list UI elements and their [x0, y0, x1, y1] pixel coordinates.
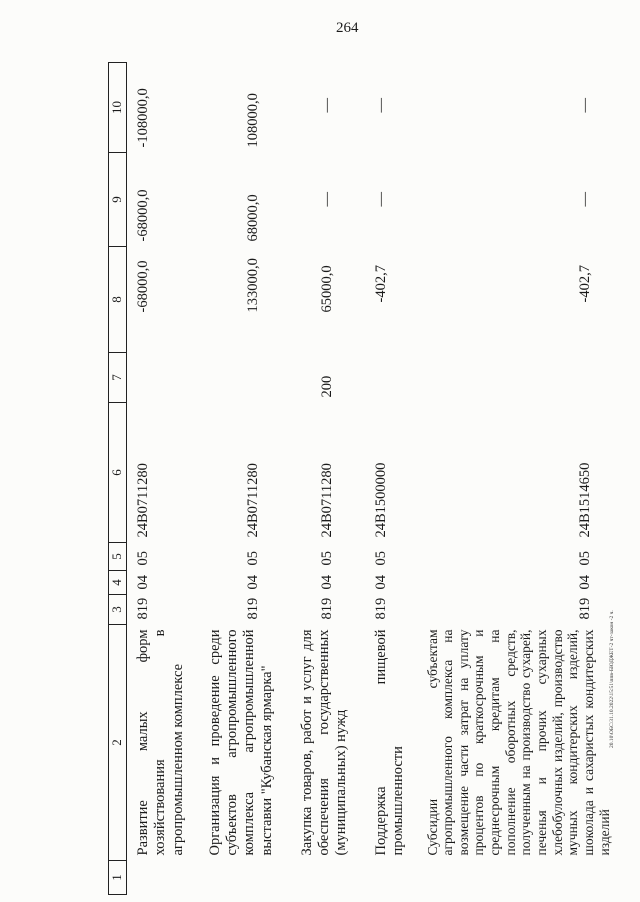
row-ministry-code: 819	[318, 597, 335, 620]
row-amount-col10: —	[372, 98, 389, 113]
row-ministry-code: 819	[244, 597, 261, 620]
header-col-4: 4	[109, 571, 127, 595]
row-ministry-code: 819	[135, 597, 151, 620]
table-row	[291, 63, 365, 895]
table-row	[417, 63, 615, 895]
table-header-row	[109, 63, 127, 895]
row-subsection-code: 05	[318, 551, 335, 566]
header-col-6: 6	[109, 403, 127, 543]
row-expense-type: 200	[318, 375, 335, 398]
page-number: 264	[336, 20, 359, 36]
header-col-2: 2	[109, 625, 127, 861]
header-col-7: 7	[109, 353, 127, 403]
footer-note: 20.10\ОБС\31.10.2022\15:51\ппв-БЮДЖЕТ-2 чт-закон -2 ч.	[609, 610, 615, 748]
table-row	[127, 63, 199, 895]
header-col-8: 8	[109, 247, 127, 353]
row-subsection-code: 05	[576, 551, 593, 566]
row-ministry-code: 819	[576, 597, 593, 620]
row-section-code: 04	[372, 575, 389, 590]
row-name: Организация и проведение среди субъектов агропромышленного комплекса агропромышленной выставки "Кубанская ярмарка"	[206, 629, 275, 856]
row-expense-type	[127, 353, 199, 403]
row-amount-col10: 108000,0	[244, 93, 261, 148]
row-amount-col8: -402,7	[576, 265, 593, 303]
row-section-code: 04	[576, 575, 593, 590]
row-expense-type	[199, 353, 291, 403]
row-amount-col9: 68000,0	[244, 194, 261, 242]
row-amount-col8: -68000,0	[135, 260, 151, 313]
row-target-code: 24В0711280	[318, 463, 335, 538]
header-col-9: 9	[109, 153, 127, 247]
header-col-3: 3	[109, 595, 127, 625]
header-col-5: 5	[109, 543, 127, 571]
header-col-1: 1	[109, 861, 127, 895]
row-expense-type	[365, 353, 417, 403]
row-amount-col8: 133000,0	[244, 258, 261, 313]
row-amount-col10: —	[318, 98, 335, 113]
row-target-code: 24В1514650	[576, 462, 593, 538]
row-section-code: 04	[244, 575, 261, 590]
table-row	[365, 63, 417, 895]
row-expense-type	[417, 353, 615, 403]
table-row	[199, 63, 291, 895]
row-amount-col9: -68000,0	[135, 189, 151, 242]
row-target-code: 24В0711280	[135, 463, 151, 538]
row-amount-col9: —	[318, 192, 335, 207]
row-name: Закупка товаров, работ и услуг для обеспечения государственных (муниципальных) нужд	[298, 629, 350, 856]
row-amount-col9: —	[372, 192, 389, 207]
row-name: Развитие малых форм хозяйствования в агропромышленном комплексе	[135, 629, 186, 856]
row-amount-col10: —	[576, 98, 593, 113]
header-col-10: 10	[109, 63, 127, 153]
row-section-code: 04	[318, 575, 335, 590]
row-amount-col8: -402,7	[372, 265, 389, 303]
row-subsection-code: 05	[372, 551, 389, 566]
row-subsection-code: 05	[244, 551, 261, 566]
row-ministry-code: 819	[372, 597, 389, 620]
row-amount-col10: -108000,0	[135, 88, 151, 148]
row-name: Субсидии субъектам агропромышленного комплекса на возмещение части затрат на уплату процентов по краткосрочным и среднесрочным кредитам на пополнение оборотных средств, полученным на производство сухарей, печенья и прочих сухарных хлебобулочных изделий, производство мучных кондитерских изделий, шоколада и сахаристых кондитерских изделий	[424, 629, 612, 856]
row-section-code: 04	[135, 575, 151, 590]
row-amount-col9: —	[576, 192, 593, 207]
row-target-code: 24В1500000	[372, 462, 389, 538]
row-target-code: 24В0711280	[244, 463, 261, 538]
row-name: Поддержка пищевой промышленности	[372, 629, 406, 856]
row-subsection-code: 05	[135, 551, 151, 566]
row-amount-col8: 65000,0	[318, 265, 335, 313]
budget-table	[108, 62, 614, 895]
